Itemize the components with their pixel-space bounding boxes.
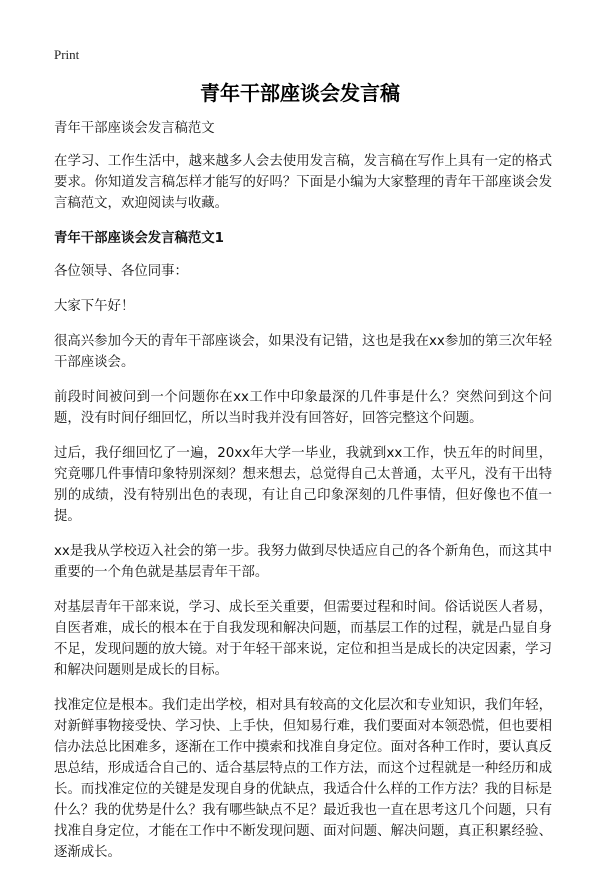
paragraph-positioning: 找准定位是根本。我们走出学校，相对具有较高的文化层次和专业知识，我们年轻，对新鲜事物接受快、学习快、上手快，但知易行难，我们要面对本领恐慌，但也要相信办法总比困难多，逐渐在工作中摸索和找准自身定位。面对各种工作时，要认真反思总结，形成适合自己的、适合基层特点的工作方法，而这个过程就是一种经历和成长。而找准定位的关键是发现自身的优缺点，我适合什么样的工作方法？我的目标是什么？我的优势是什么？我有哪些缺点不足？最近我也一直在思考这几个问题，只有找准自身定位，才能在工作中不断发现问题、面对问题、解决问题，真正积累经验、逐渐成长。 xyxy=(54,698,552,860)
intro-paragraph: 在学习、工作生活中，越来越多人会去使用发言稿，发言稿在写作上具有一定的格式要求。你知道发言稿怎样才能写的好吗？下面是小编为大家整理的青年干部座谈会发言稿范文，欢迎阅读与收藏。 xyxy=(54,154,552,211)
section-heading: 青年干部座谈会发言稿范文1 xyxy=(54,231,225,246)
paragraph-first-step: xx是我从学校迈入社会的第一步。我努力做到尽快适应自己的各个新角色，而这其中重要的一个角色就是基层青年干部。 xyxy=(54,544,552,580)
paragraph-question: 前段时间被问到一个问题你在xx工作中印象最深的几件事是什么？突然问到这个问题，没有时间仔细回忆，所以当时我并没有回答好，回答完整这个问题。 xyxy=(54,390,552,426)
document-subtitle: 青年干部座谈会发言稿范文 xyxy=(54,121,215,136)
paragraph-recollection: 过后，我仔细回忆了一遍，20xx年大学一毕业，我就到xx工作，快五年的时间里，究竟哪几件事情印象特别深刻？想来想去，总觉得自己太普通，太平凡，没有干出特别的成绩，没有特别出色的表现，有让自己印象深刻的几件事情，但好像也不值一提。 xyxy=(54,446,552,524)
paragraph-salutation: 大家下午好！ xyxy=(54,299,135,314)
page-title: 青年干部座谈会发言稿 xyxy=(200,81,400,105)
paragraph-growth: 对基层青年干部来说，学习、成长至关重要，但需要过程和时间。俗话说医人者易，自医者难，成长的根本在于自我发现和解决问题，而基层工作的过程，就是凸显自身不足，发现问题的放大镜。对于年轻干部来说，定位和担当是成长的决定因素，学习和解决问题则是成长的目标。 xyxy=(54,600,552,678)
paragraph-opening: 很高兴参加今天的青年干部座谈会，如果没有记错，这也是我在xx参加的第三次年轻干部座谈会。 xyxy=(54,334,552,370)
print-label[interactable]: Print xyxy=(54,47,80,62)
paragraph-greeting: 各位领导、各位同事： xyxy=(54,264,188,279)
document-body xyxy=(54,118,552,877)
